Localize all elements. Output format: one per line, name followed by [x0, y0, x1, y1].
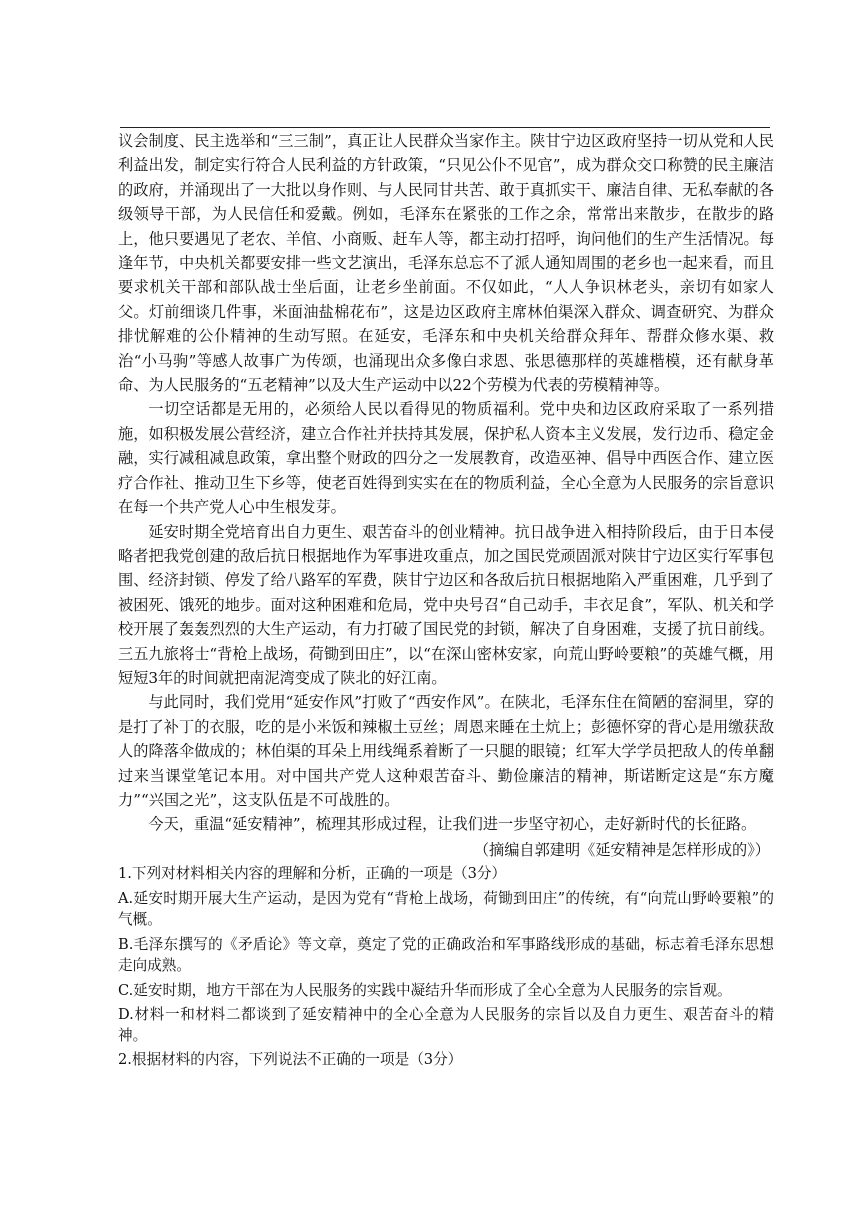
- document-body: [118, 129, 774, 1070]
- article-paragraph-3: 延安时期全党培育出自力更生、艰苦奋斗的创业精神。抗日战争进入相持阶段后，由于日本侵略者把我党创建的敌后抗日根据地作为军事进攻重点，加之国民党顽固派对陕甘宁边区实行军事包围、经济封锁、停发了给八路军的军费，陕甘宁边区和各敌后抗日根据地陷入严重困难，几乎到了被困死、饿死的地步。面对这种困难和危局，党中央号召“自己动手，丰衣足食”，军队、机关和学校开展了轰轰烈烈的大生产运动，有力打破了国民党的封锁，解决了自身困难，支援了抗日前线。三五九旅将士“背枪上战场，荷锄到田庄”，以“在深山密林安家，向荒山野岭要粮”的英雄气概，用短短3年的时间就把南泥湾变成了陕北的好江南。: [118, 522, 774, 687]
- article-source: （摘编自郭建明《延安精神是怎样形成的》）: [473, 840, 770, 859]
- question-1-stem: 1.下列对材料相关内容的理解和分析，正确的一项是（3分）: [118, 865, 507, 883]
- question-1-option-c: C.延安时期，地方干部在为人民服务的实践中凝结升华而形成了全心全意为人民服务的宗旨观。: [118, 982, 732, 1000]
- article-paragraph-2: 一切空话都是无用的，必须给人民以看得见的物质福利。党中央和边区政府采取了一系列措施，如积极发展公营经济，建立合作社并扶持其发展，保护私人资本主义发展，发行边币、稳定金融，实行减租减息政策，拿出整个财政的四分之一发展教育，改造巫神、倡导中西医合作、建立医疗合作社、推动卫生下乡等，使老百姓得到实实在在的物质利益，全心全意为人民服务的宗旨意识在每一个共产党人心中生根发芽。: [118, 400, 774, 517]
- header-rule: [120, 127, 770, 128]
- article-paragraph-1: 议会制度、民主选举和“三三制”，真正让人民群众当家作主。陕甘宁边区政府坚持一切从党和人民利益出发，制定实行符合人民利益的方针政策，“只见公仆不见官”，成为群众交口称赞的民主廉洁的政府，并涌现出了一大批以身作则、与人民同甘共苦、敢于真抓实干、廉洁自律、无私奉献的各级领导干部，为人民信任和爱戴。例如，毛泽东在紧张的工作之余，常常出来散步，在散步的路上，他只要遇见了老农、羊倌、小商贩、赶车人等，都主动打招呼，询问他们的生产生活情况。每逢年节，中央机关都要安排一些文艺演出，毛泽东总忘不了派人通知周围的老乡也一起来看，而且要求机关干部和部队战士坐后面，让老乡坐前面。不仅如此，“人人争识林老头，亲切有如家人父。灯前细谈几件事，米面油盐棉花布”，这是边区政府主席林伯渠深入群众、调查研究、为群众排忧解难的公仆精神的生动写照。在延安，毛泽东和中央机关给群众拜年、帮群众修水渠、救治“小马驹”等感人故事广为传颂，也涌现出众多像白求恩、张思德那样的英雄楷模，还有献身革命、为人民服务的“五老精神”以及大生产运动中以22个劳模为代表的劳模精神等。: [118, 132, 774, 395]
- article-paragraph-5: 今天，重温“延安精神”，梳理其形成过程，让我们进一步坚守初心，走好新时代的长征路。: [148, 815, 757, 834]
- question-1-option-b: B.毛泽东撰写的《矛盾论》等文章，奠定了党的正确政治和军事路线形成的基础，标志着毛泽东思想走向成熟。: [118, 936, 774, 975]
- question-2-stem: 2.根据材料的内容，下列说法不正确的一项是（3分）: [118, 1051, 463, 1069]
- question-1-option-a: A.延安时期开展大生产运动，是因为党有“背枪上战场，荷锄到田庄”的传统，有“向荒山野岭要粮”的气概。: [118, 890, 774, 929]
- question-1-option-d: D.材料一和材料二都谈到了延安精神中的全心全意为人民服务的宗旨以及自力更生、艰苦奋斗的精神。: [118, 1006, 774, 1045]
- article-paragraph-4: 与此同时，我们党用“延安作风”打败了“西安作风”。在陕北，毛泽东住在简陋的窑洞里，穿的是打了补丁的衣服，吃的是小米饭和辣椒土豆丝；周恩来睡在土炕上；彭德怀穿的背心是用缴获敌人的降落伞做成的；林伯渠的耳朵上用线绳系着断了一只腿的眼镜；红军大学学员把敌人的传单翻过来当课堂笔记本用。对中国共产党人这种艰苦奋斗、勤俭廉洁的精神，斯诺断定这是“东方魔力”“兴国之光”，这支队伍是不可战胜的。: [118, 693, 774, 809]
